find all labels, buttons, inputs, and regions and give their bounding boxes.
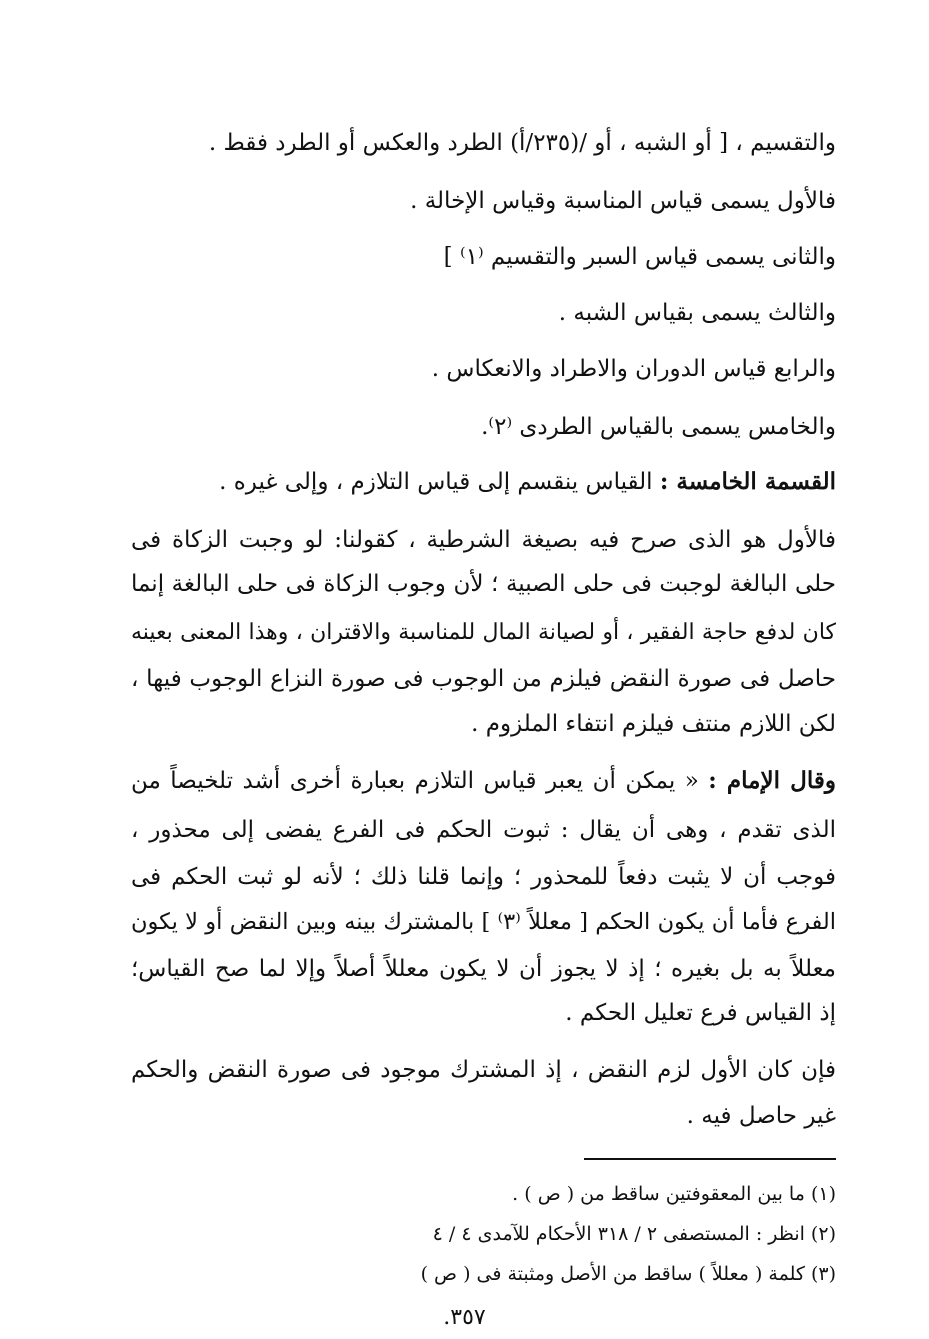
para1-line-4: حاصل فى صورة النقض فيلزم من الوجوب فى صورة النزاع الوجوب فيها ، (131, 666, 836, 692)
page-number: ٣٥٧. (443, 1305, 486, 1330)
footnote-1: (١) ما بين المعقوفتين ساقط من ( ص ) . (512, 1183, 836, 1205)
body-line-1: والتقسيم ، [ أو الشبه ، أو /(٢٣٥/أ) الطرد والعكس أو الطرد فقط . (208, 130, 836, 156)
footnote-3: (٣) كلمة ( معللاً ) ساقط من الأصل ومثبتة فى ( ص ) (420, 1263, 836, 1285)
section-five-text: القياس ينقسم إلى قياس التلازم ، وإلى غيره . (219, 469, 660, 495)
section-five-line (219, 465, 836, 499)
footnote-divider (584, 1158, 836, 1160)
para2-line-3: فوجب أن لا يثبت دفعاً للمحذور ؛ وإنما قلنا ذلك ؛ لأنه لو ثبت الحكم فى (131, 864, 836, 890)
section-five-heading: القسمة الخامسة : (659, 468, 836, 495)
body-line-6: والخامس يسمى بالقياس الطردى ⁽٢⁾. (481, 414, 836, 440)
para3-line-2: غير حاصل فيه . (686, 1103, 836, 1129)
para2-line-5: معللاً به بل بغيره ؛ إذ لا يجوز أن لا يكون معللاً أصلاً وإلا لما صح القياس؛ (131, 956, 836, 982)
para1-line-1: فالأول هو الذى صرح فيه بصيغة الشرطية ، كقولنا: لو وجبت الزكاة فى (131, 527, 836, 553)
imam-quote-start: « يمكن أن يعبر قياس التلازم بعبارة أخرى أشد تلخيصاً من (131, 768, 709, 794)
para1-line-2: حلى البالغة لوجبت فى حلى الصبية ؛ لأن وجوب الزكاة فى حلى البالغة إنما (131, 571, 836, 597)
para2-line-2: الذى تقدم ، وهى أن يقال : ثبوت الحكم فى الفرع يفضى إلى محذور ، (131, 817, 836, 843)
para1-line-5: لكن اللازم منتف فيلزم انتفاء الملزوم . (471, 711, 836, 737)
para2-line-4: الفرع فأما أن يكون الحكم [ معللاً ⁽٣⁾ ] بالمشترك بينه وبين النقض أو لا يكون (131, 909, 837, 935)
para1-line-3: كان لدفع حاجة الفقير ، أو لصيانة المال للمناسبة والاقتران ، وهذا المعنى بعينه (131, 620, 836, 645)
para2-line-1 (131, 764, 836, 798)
body-line-3: والثانى يسمى قياس السبر والتقسيم ⁽١⁾ ] (443, 244, 836, 270)
imam-heading: وقال الإمام : (708, 767, 836, 794)
body-line-5: والرابع قياس الدوران والاطراد والانعكاس . (431, 356, 836, 382)
footnote-2: (٢) انظر : المستصفى ٢ / ٣١٨ الأحكام للآمدى ٤ / ٤ (432, 1223, 836, 1245)
body-line-4: والثالث يسمى بقياس الشبه . (558, 300, 836, 326)
body-line-2: فالأول يسمى قياس المناسبة وقياس الإخالة . (410, 188, 836, 214)
para3-line-1: فإن كان الأول لزم النقض ، إذ المشترك موجود فى صورة النقض والحكم (131, 1057, 836, 1083)
para2-line-6: إذ القياس فرع تعليل الحكم . (565, 1000, 836, 1026)
